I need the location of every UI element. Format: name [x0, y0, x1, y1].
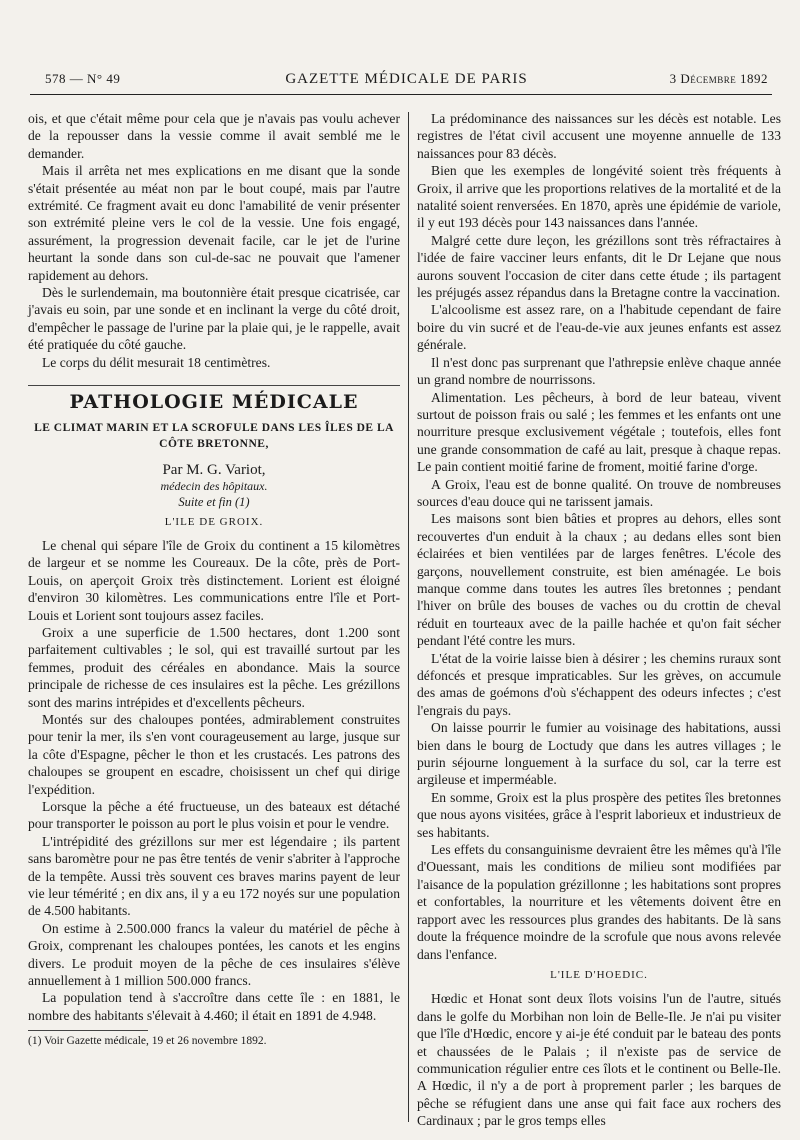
paragraph: Il n'est donc pas surprenant que l'athrepsie enlève chaque année un grand nombre de nourrissons. [417, 354, 781, 388]
header-rule [30, 94, 772, 95]
footnote: (1) Voir Gazette médicale, 19 et 26 novembre 1892. [28, 1035, 267, 1048]
subsection-heading: L'ILE D'HOEDIC. [550, 968, 648, 981]
paragraph: Le corps du délit mesurait 18 centimètres. [42, 354, 271, 370]
section-divider [28, 385, 400, 386]
paragraph: Dès le surlendemain, ma boutonnière était presque cicatrisée, car j'avais eu soin, par une sonde et en inclinant la verge du côté droit, d'empêcher le passage de l'urine par la plaie qui, je le rappelle, avait été pratiquée du côté gauche. [28, 285, 400, 353]
author-affiliation: médecin des hôpitaux. [160, 478, 268, 493]
paragraph: L'état de la voirie laisse bien à désirer ; les chemins ruraux sont défoncés et presque impraticables. Sur les grèves, on accumule des amas de goémons d'où s'échappent des odeurs infectes ; c'est l'engrais du pays. [417, 650, 781, 718]
paragraph: L'intrépidité des grézillons sur mer est légendaire ; ils partent sans baromètre pour ne pas être tentés de venir s'abriter à l'approche de la tempête. Aussi très souvent ces braves marins payent de leur vie leur témérité ; en dix ans, il y a eu 172 noyés sur une population de 4.500 habitants. [28, 833, 400, 919]
paragraph: La population tend à s'accroître dans cette île : en 1881, le nombre des habitants s'élevait à 4.460; il était en 1891 de 4.948. [28, 990, 400, 1023]
paragraph: A Groix, l'eau est de bonne qualité. On trouve de nombreuses sources d'eau douce qui ne tarissent jamais. [417, 476, 781, 509]
journal-title: GAZETTE MÉDICALE DE PARIS [285, 71, 528, 87]
footnote-rule [28, 1030, 148, 1031]
paragraph: Alimentation. Les pêcheurs, à bord de leur bateau, vivent surtout de poisson frais ou salé ; les femmes et les enfants ont une nourriture presque exclusivement végétale ; toutefois, elles font une grande consommation de café au lait, presque à chaque repas. Le pain contient moitié farine de froment, moitié farine d'orge. [417, 389, 781, 475]
issue-date: 3 Décembre 1892 [669, 71, 768, 86]
article-title: LE CLIMAT MARIN ET LA SCROFULE DANS LES ÎLES DE LA CÔTE BRETONNE, [34, 421, 394, 450]
paragraph: Bien que les exemples de longévité soient très fréquents à Groix, il arrive que les proportions relatives de la mortalité et de la natalité soient renversées. En 1870, après une épidémie de variole, il y eut 193 décès pour 143 naissances dans l'année. [417, 163, 781, 231]
paragraph: Montés sur des chaloupes pontées, admirablement construites pour tenir la mer, ils s'en vont courageusement au large, jusque sur la côte d'Espagne, pêcher le thon et les crustacés. Les patrons des chaloupes se groupent en escadre, choisissent un chef qui dirige l'expédition. [28, 711, 400, 797]
paragraph: L'alcoolisme est assez rare, on a l'habitude cependant de faire boire du vin sucré et de l'eau-de-vie aux jeunes enfants est assez générale. [417, 302, 781, 353]
left-column [28, 110, 400, 1048]
continuation-note: Suite et fin (1) [178, 494, 250, 509]
paragraph: Lorsque la pêche a été fructueuse, un des bateaux est détaché pour transporter le poisson au port le plus voisin et pour le vendre. [28, 799, 400, 832]
page-number: 578 — N° 49 [45, 71, 121, 86]
paragraph: Hœdic et Honat sont deux îlots voisins l'un de l'autre, situés dans le golfe du Morbihan non loin de Belle-Ile. Je n'ai pu visiter que l'île d'Hœdic, encore y ai-je été conduit par le bateau des ponts et chaussées de le Palais ; il n'existe pas de service de communication régulier entre ces îlots et le continent ou Belle-Ile. A Hœdic, il n'y a de port à proprement parler ; les barques de pêche se réfugient dans une anse qui fait face aux rochers des Cardinaux ; par le gros temps elles [417, 991, 781, 1129]
paragraph: Malgré cette dure leçon, les grézillons sont très réfractaires à l'idée de faire vacciner leurs enfants, dit le Dr Lejane que nous aurons souvent l'occasion de citer dans cette étude ; ils partagent les préjugés assez répandus dans la Bretagne contre la vaccination. [417, 232, 781, 301]
paragraph: Les effets du consanguinisme devraient être les mêmes qu'à l'île d'Ouessant, mais les conditions de milieu sont modifiées par l'aisance de la population grézillonne ; les habitations sont propres et confortables, la nourriture et les vêtements doivent être en rapport avec les ressources plus grandes des habitants. De là sans doute la fréquence moindre de la scrofule que nous avons relevée dans l'enfance. [417, 842, 781, 962]
paragraph: Les maisons sont bien bâties et propres au dehors, elles sont recouvertes d'un enduit à la chaux ; au dedans elles sont bien éclairées et bien ventilées par de larges fenêtres. L'école des garçons, nouvellement construite, est bien aménagée. Le bois manque comme dans toutes les autres îles bretonnes ; pendant l'hiver on brûle des bouses de vaches ou du crottin de cheval réduit en tourteaux avec de la paille hachée et qu'on fait sécher pendant l'été contre les murs. [417, 511, 781, 649]
paragraph: Groix a une superficie de 1.500 hectares, dont 1.200 sont parfaitement cultivables ; le sol, qui est travaillé surtout par les femmes, produit des céréales en abondance. Mais la source principale de richesse de ces insulaires est la pêche. Les grézillons sont des marins intrépides et d'excellents pêcheurs. [28, 624, 400, 710]
paragraph: On estime à 2.500.000 francs la valeur du matériel de pêche à Groix, comprenant les chaloupes pontées, les canots et les engins divers. Le produit moyen de la pêche de ces insulaires s'élève annuellement à 1 million 500.000 francs. [28, 920, 400, 989]
paragraph: La prédominance des naissances sur les décès est notable. Les registres de l'état civil accusent une moyenne annuelle de 133 naissances pour 83 décès. [417, 111, 781, 161]
paragraph: Mais il arrêta net mes explications en me disant que la sonde s'était présentée au méat non par le bout coupé, mais par l'autre extrémité. Ce fragment avait eu donc l'amabilité de venir présenter son extrémité pleine vers le col de la vessie. Une fois engagé, assurément, la progression devenait facile, car le jet de l'urine heurtant la sonde dans son cul-de-sac ne pouvait que l'amener rapidement au dehors. [28, 163, 400, 283]
column-rule [408, 112, 409, 1122]
right-column [417, 110, 781, 1130]
paragraph: ois, et que c'était même pour cela que je n'avais pas voulu achever de la repousser dans la vessie comme il avait semblé me le demander. [28, 111, 400, 161]
paragraph: Le chenal qui sépare l'île de Groix du continent a 15 kilomètres de largeur et se nomme les Coureaux. De la côte, près de Port-Louis, on aperçoit Groix très distinctement. Lorient est éloigné d'environ 30 kilomètres. Les communications entre l'île et Port-Louis et Lorient sont toujours assez faciles. [28, 537, 400, 623]
section-title: PATHOLOGIE MÉDICALE [69, 391, 359, 414]
article-author: Par M. G. Variot, [162, 461, 266, 478]
running-header [45, 68, 768, 90]
paragraph: On laisse pourrir le fumier au voisinage des habitations, aussi bien dans le bourg de Loctudy que dans les autres villages ; le purin séjourne longuement à la surface du sol, car la terre est argileuse et imperméable. [417, 720, 781, 788]
subsection-heading: L'ILE DE GROIX. [164, 515, 264, 528]
paragraph: En somme, Groix est la plus prospère des petites îles bretonnes que nous ayons visitées, grâce à l'esprit laborieux et industrieux de ses habitants. [417, 789, 781, 840]
